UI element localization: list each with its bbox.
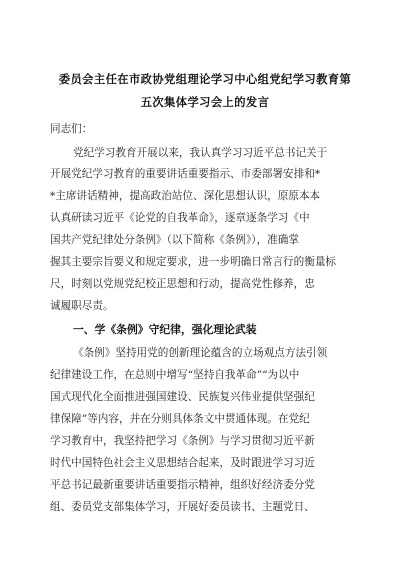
paragraph-2-line-2: 纪律建设工作，在总则中增写“坚持自我革命”“为以中 (50, 369, 300, 381)
paragraph-2-line-5: 学习教育中，我坚持把学习《条例》与学习贯彻习近平新 (50, 435, 315, 447)
document-title-line-2: 五次集体学习会上的发言 (140, 96, 270, 109)
paragraph-1-line-3: *主席讲话精神，提高政治站位、深化思想认识，原原本本 (50, 190, 321, 202)
document-title-line-1: 委员会主任在市政协党组理论学习中心组党纪学习教育第 (58, 73, 352, 86)
paragraph-1-line-7: 尺，时刻以党规党纪校正思想和行动，提高党性修养，忠 (50, 278, 315, 290)
paragraph-2-line-8: 组、委员党支部集体学习，开展好委员读书、主题党日、 (50, 501, 315, 513)
paragraph-1-line-8: 诚履职尽责。 (50, 300, 114, 312)
paragraph-1-line-6: 握其主要宗旨要义和规定要求，进一步明确日常言行的衡量标 (50, 256, 337, 268)
paragraph-1-line-2: 开展党纪学习教育的重要讲话重要指示、市委部署安排和* (50, 168, 321, 180)
paragraph-2-line-7: 平总书记最新重要讲话重要指示精神，组织好经济委分党 (50, 479, 315, 491)
paragraph-2-line-4: 律保障”等内容，并在分则具体条文中贯通体现。在党纪 (50, 413, 310, 425)
section-heading-1: 一、学《条例》守纪律，强化理论武装 (73, 323, 257, 336)
paragraph-2-line-6: 时代中国特色社会主义思想结合起来，及时跟进学习习近 (50, 457, 315, 469)
paragraph-1-line-1: 党纪学习教育开展以来，我认真学习习近平总书记关于 (73, 147, 328, 159)
paragraph-1-line-5: 国共产党纪律处分条例》（以下简称《条例》），准确掌 (50, 234, 299, 246)
paragraph-1-line-4: 认真研读习近平《论党的自我革命》，逐章逐条学习《中 (50, 212, 310, 224)
salutation: 同志们： (50, 123, 93, 135)
paragraph-2-line-3: 国式现代化全面推进强国建设、民族复兴伟业提供坚强纪 (50, 391, 315, 403)
paragraph-2-line-1: 《条例》坚持用党的创新理论蕴含的立场观点方法引领 (73, 347, 328, 359)
